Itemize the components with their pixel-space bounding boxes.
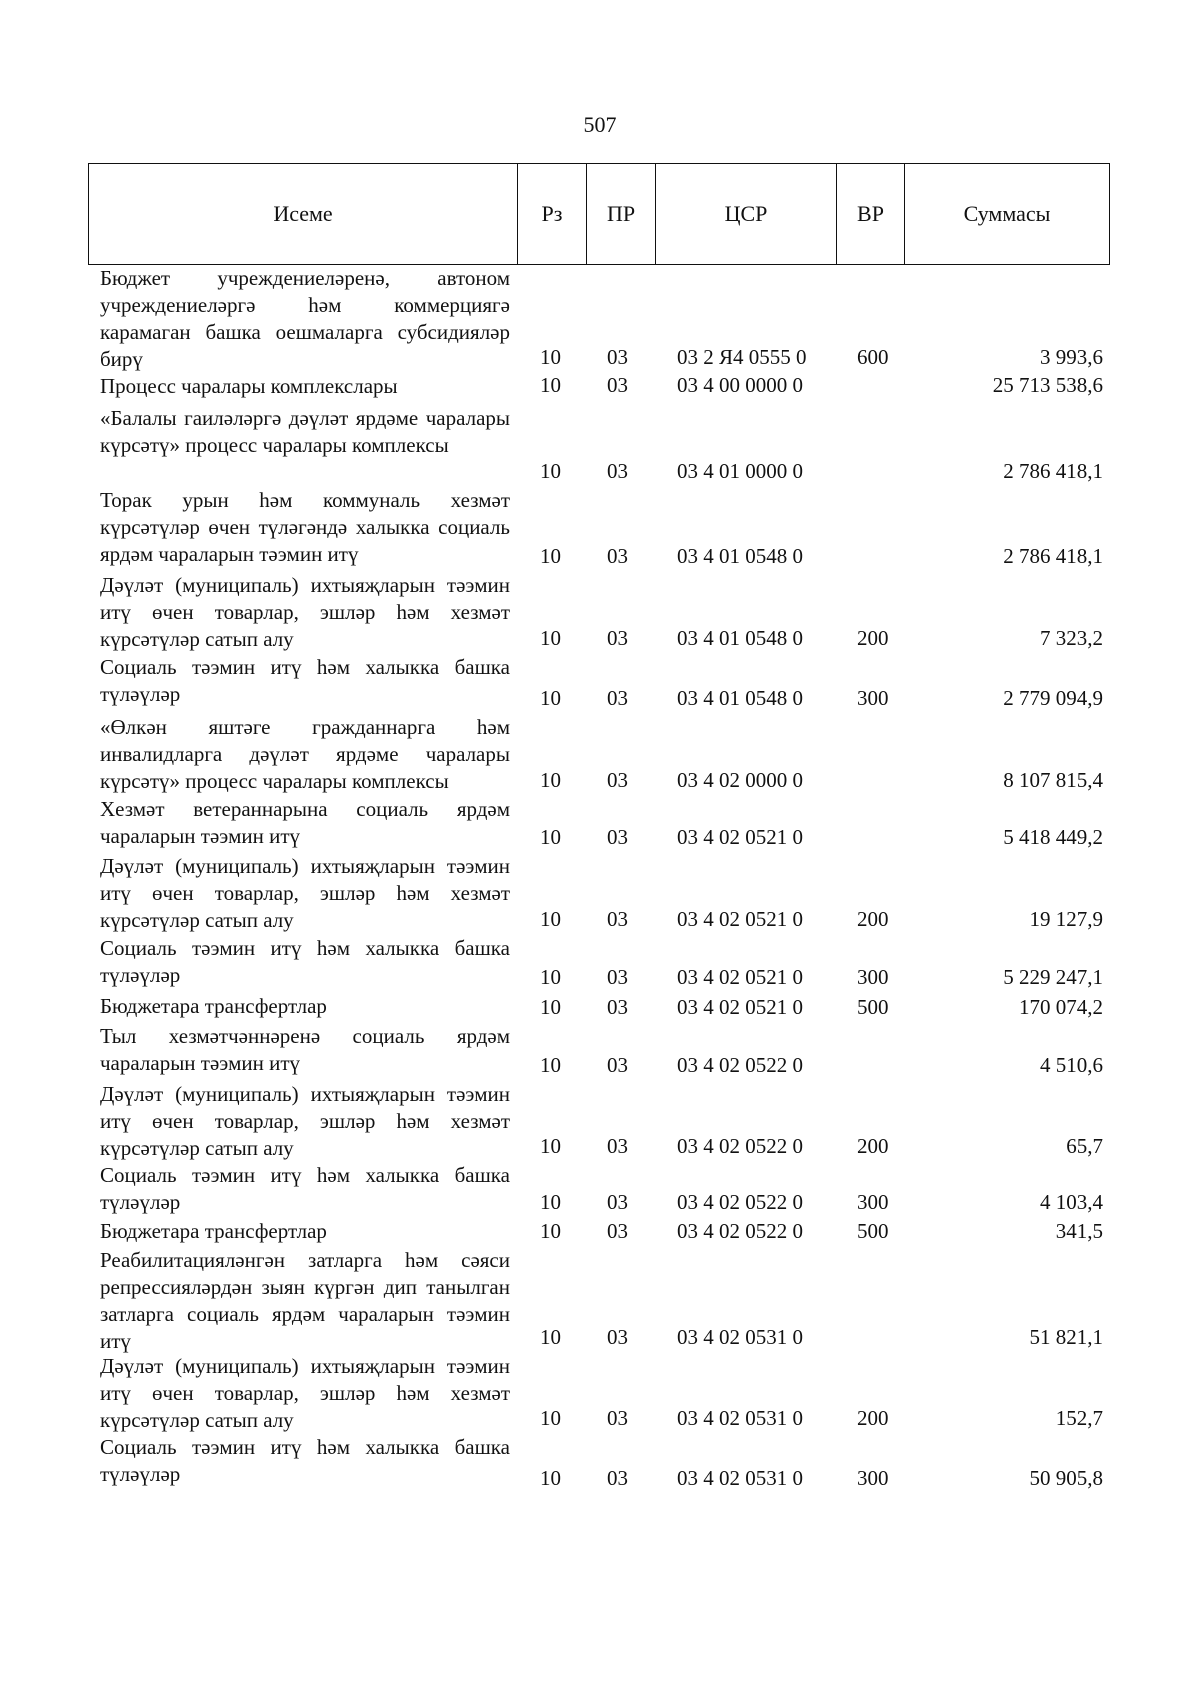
row-pr: 03	[607, 626, 628, 650]
row-vr: 300	[857, 1466, 889, 1490]
table-row	[0, 714, 1200, 796]
row-csr: 03 4 02 0531 0	[677, 1466, 803, 1490]
row-pr: 03	[607, 995, 628, 1019]
row-csr: 03 4 02 0521 0	[677, 965, 803, 989]
row-csr: 03 4 02 0521 0	[677, 825, 803, 849]
row-rz: 10	[540, 768, 561, 792]
row-name: Хезмәт ветераннарына социаль ярдәм чараларын тәэмин итү	[100, 797, 510, 848]
row-rz: 10	[540, 965, 561, 989]
row-pr: 03	[607, 907, 628, 931]
row-pr: 03	[607, 825, 628, 849]
table-row	[0, 405, 1200, 487]
row-csr: 03 4 02 0522 0	[677, 1053, 803, 1077]
row-pr: 03	[607, 459, 628, 483]
row-name: Социаль тәэмин итү һәм халыкка башка түләүләр	[100, 1435, 510, 1486]
header-name: Исеме	[89, 164, 518, 265]
row-name: Торак урын һәм коммуналь хезмәт күрсәтүләр өчен түләгәндә халыкка социаль ярдәм чараларын тәэмин итү	[100, 488, 510, 566]
table-row	[0, 487, 1200, 572]
row-rz: 10	[540, 1406, 561, 1430]
row-csr: 03 4 02 0000 0	[677, 768, 803, 792]
row-sum: 50 905,8	[1029, 1466, 1103, 1490]
row-sum: 4 510,6	[1040, 1053, 1103, 1077]
row-name: Бюджет учреждениеләренә, автоном учреждениеләргә һәм коммерциягә карамаган башка оешмаларга субсидияләр бирү	[100, 266, 510, 371]
row-pr: 03	[607, 373, 628, 397]
table-row	[0, 1162, 1200, 1218]
row-name: Дәүләт (муниципаль) ихтыяҗларын тәэмин итү өчен товарлар, эшләр һәм хезмәт күрсәтүләр сатып алу	[100, 854, 510, 932]
row-sum: 65,7	[1066, 1134, 1103, 1158]
row-name: «Өлкән яштәге гражданнарга һәм инвалидларга дәүләт ярдәме чаралары күрсәтү» процесс чаралары комплексы	[100, 715, 510, 793]
row-vr: 200	[857, 1134, 889, 1158]
row-rz: 10	[540, 1466, 561, 1490]
table-row	[0, 373, 1200, 401]
page-number: 507	[583, 112, 617, 137]
table-row	[0, 935, 1200, 993]
row-sum: 51 821,1	[1029, 1325, 1103, 1349]
table-row	[0, 853, 1200, 935]
row-rz: 10	[540, 544, 561, 568]
row-sum: 341,5	[1055, 1219, 1103, 1243]
row-csr: 03 4 02 0521 0	[677, 995, 803, 1019]
row-rz: 10	[540, 1190, 561, 1214]
row-pr: 03	[607, 1134, 628, 1158]
table-header	[88, 163, 1110, 265]
row-rz: 10	[540, 686, 561, 710]
row-sum: 8 107 815,4	[1003, 768, 1103, 792]
row-pr: 03	[607, 1406, 628, 1430]
header-vr: ВР	[837, 164, 905, 265]
row-pr: 03	[607, 1219, 628, 1243]
row-sum: 3 993,6	[1040, 345, 1103, 369]
row-rz: 10	[540, 825, 561, 849]
row-csr: 03 4 02 0531 0	[677, 1406, 803, 1430]
row-csr: 03 4 02 0521 0	[677, 907, 803, 931]
row-pr: 03	[607, 686, 628, 710]
row-sum: 25 713 538,6	[992, 373, 1103, 397]
table-row	[0, 265, 1200, 373]
row-sum: 2 779 094,9	[1003, 686, 1103, 710]
row-csr: 03 4 02 0522 0	[677, 1190, 803, 1214]
row-csr: 03 2 Я4 0555 0	[677, 345, 807, 369]
table-row	[0, 1081, 1200, 1162]
row-csr: 03 4 00 0000 0	[677, 373, 803, 397]
row-sum: 152,7	[1055, 1406, 1103, 1430]
row-rz: 10	[540, 345, 561, 369]
row-vr: 300	[857, 1190, 889, 1214]
row-sum: 7 323,2	[1040, 626, 1103, 650]
row-csr: 03 4 01 0000 0	[677, 459, 803, 483]
row-name: Тыл хезмәтчәннәренә социаль ярдәм чараларын тәэмин итү	[100, 1024, 510, 1075]
table-row	[0, 1353, 1200, 1434]
row-rz: 10	[540, 373, 561, 397]
row-vr: 200	[857, 1406, 889, 1430]
row-name: Социаль тәэмин итү һәм халыкка башка түләүләр	[100, 936, 510, 987]
row-vr: 300	[857, 686, 889, 710]
row-pr: 03	[607, 1466, 628, 1490]
table-row	[0, 572, 1200, 654]
table-row	[0, 1247, 1200, 1353]
row-csr: 03 4 02 0531 0	[677, 1325, 803, 1349]
row-pr: 03	[607, 1190, 628, 1214]
row-name: Дәүләт (муниципаль) ихтыяҗларын тәэмин итү өчен товарлар, эшләр һәм хезмәт күрсәтүләр сатып алу	[100, 1354, 510, 1432]
row-pr: 03	[607, 345, 628, 369]
header-pr: ПР	[587, 164, 656, 265]
row-name: Бюджетара трансфертлар	[100, 994, 327, 1018]
row-vr: 200	[857, 907, 889, 931]
table-row	[0, 654, 1200, 714]
row-name: Дәүләт (муниципаль) ихтыяҗларын тәэмин итү өчен товарлар, эшләр һәм хезмәт күрсәтүләр сатып алу	[100, 1082, 510, 1160]
row-name: «Балалы гаиләләргә дәүләт ярдәме чаралары күрсәтү» процесс чаралары комплексы	[100, 406, 510, 457]
row-rz: 10	[540, 995, 561, 1019]
row-rz: 10	[540, 1219, 561, 1243]
header-rz: Рз	[518, 164, 587, 265]
row-sum: 5 229 247,1	[1003, 965, 1103, 989]
row-name: Бюджетара трансфертлар	[100, 1219, 327, 1243]
row-sum: 170 074,2	[1019, 995, 1103, 1019]
row-csr: 03 4 01 0548 0	[677, 686, 803, 710]
row-pr: 03	[607, 544, 628, 568]
table-row	[0, 796, 1200, 853]
row-pr: 03	[607, 768, 628, 792]
table-row	[0, 993, 1200, 1023]
row-vr: 500	[857, 1219, 889, 1243]
row-vr: 500	[857, 995, 889, 1019]
row-csr: 03 4 02 0522 0	[677, 1219, 803, 1243]
row-name: Реабилитацияләнгән затларга һәм сәяси репрессияләрдән зыян күргән дип танылган затларга социаль ярдәм чараларын тәэмин итү	[100, 1248, 510, 1353]
row-name: Социаль тәэмин итү һәм халыкка башка түләүләр	[100, 1163, 510, 1214]
row-csr: 03 4 02 0522 0	[677, 1134, 803, 1158]
row-csr: 03 4 01 0548 0	[677, 626, 803, 650]
row-vr: 600	[857, 345, 889, 369]
row-name: Социаль тәэмин итү һәм халыкка башка түләүләр	[100, 655, 510, 706]
row-rz: 10	[540, 1134, 561, 1158]
row-name: Процесс чаралары комплекслары	[100, 374, 398, 398]
row-name: Дәүләт (муниципаль) ихтыяҗларын тәэмин итү өчен товарлар, эшләр һәм хезмәт күрсәтүләр сатып алу	[100, 573, 510, 651]
row-sum: 5 418 449,2	[1003, 825, 1103, 849]
table-row	[0, 1218, 1200, 1247]
row-sum: 19 127,9	[1029, 907, 1103, 931]
table-row	[0, 1434, 1200, 1494]
row-pr: 03	[607, 965, 628, 989]
header-sum: Суммасы	[905, 164, 1110, 265]
row-rz: 10	[540, 626, 561, 650]
row-sum: 2 786 418,1	[1003, 544, 1103, 568]
row-rz: 10	[540, 1325, 561, 1349]
table-row	[0, 1023, 1200, 1081]
row-sum: 2 786 418,1	[1003, 459, 1103, 483]
row-rz: 10	[540, 1053, 561, 1077]
row-vr: 200	[857, 626, 889, 650]
row-csr: 03 4 01 0548 0	[677, 544, 803, 568]
row-pr: 03	[607, 1325, 628, 1349]
row-pr: 03	[607, 1053, 628, 1077]
row-rz: 10	[540, 459, 561, 483]
row-rz: 10	[540, 907, 561, 931]
row-vr: 300	[857, 965, 889, 989]
row-sum: 4 103,4	[1040, 1190, 1103, 1214]
header-csr: ЦСР	[656, 164, 837, 265]
